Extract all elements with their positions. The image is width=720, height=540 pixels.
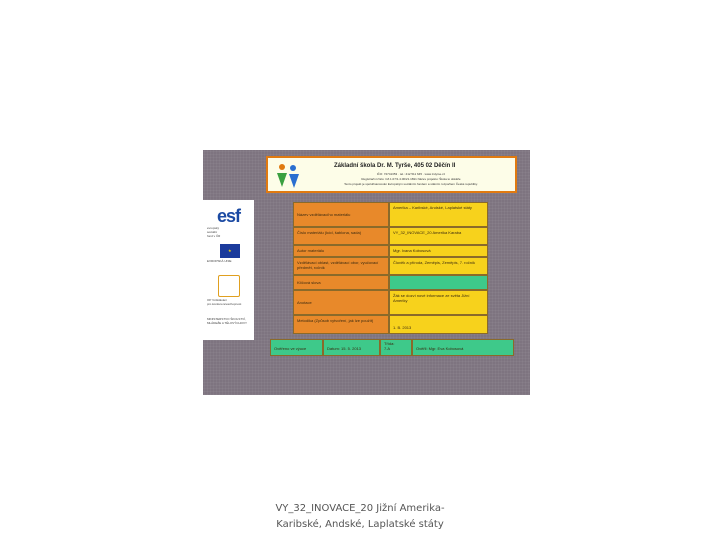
- checker-cell: Ověřil: Mgr. Eva Kobosová: [412, 339, 514, 356]
- ministry-line-1: MINISTERSTVO ŠKOLSTVÍ,: [207, 317, 246, 321]
- r2-value: VY_32_INOVACE_20 Amerika Karaba: [389, 227, 488, 245]
- verified-label: Ověřeno ve výuce: [270, 339, 323, 356]
- esf-line-1: evropský: [207, 226, 220, 230]
- eu-label: EVROPSKÁ UNIE: [207, 259, 232, 263]
- class-label: Třída:: [384, 341, 395, 346]
- r5-value: [389, 275, 488, 290]
- r4-label: Vzdělávací oblast, vzdělávací obor, vyučovací předmět, ročník: [293, 257, 389, 275]
- r7-value: 1. B. 2013: [389, 315, 488, 334]
- school-logo-icon: [273, 161, 303, 191]
- funding-line: Tento projekt je spolufinancován Evropským sociálním fondem a státním rozpočtem České republiky.: [344, 182, 478, 186]
- r5-label: Klíčová slova: [293, 275, 389, 290]
- op-line-1: OP Vzdělávání: [207, 298, 227, 302]
- esf-line-2: sociální: [207, 230, 218, 234]
- op-logo-icon: [218, 275, 240, 297]
- school-contact: IČO: 72741353 · tel.: 412 511 645 · www.zstyrse.cz: [376, 172, 446, 176]
- r3-label: Autor materiálu: [293, 245, 389, 257]
- caption-line-1: VY_32_INOVACE_20 Jižní Amerika-: [275, 503, 445, 514]
- r2-label: Číslo materiálu (kód, šablona, sada): [293, 227, 389, 245]
- r1-value: Amerika – Karibské, Andské, Laplatské státy: [389, 202, 488, 227]
- class-cell: [380, 339, 412, 356]
- r7-label: Metodika (Způsob vytvoření, jak lze použít): [293, 315, 389, 334]
- caption-line-2: Karibské, Andské, Laplatské státy: [276, 519, 444, 530]
- eu-flag-icon: ★: [220, 244, 240, 258]
- registration-line: Registrační číslo: CZ.1.07/1.4.00/21.1691 Název projektu: Škola to dokáže: [361, 177, 461, 181]
- r6-label: Anotace: [293, 290, 389, 315]
- verified-date: Datum: 15. 5. 2013: [323, 339, 380, 356]
- esf-line-3: fond v ČR: [207, 234, 221, 238]
- class-value: 7.A: [384, 346, 391, 351]
- school-header: [266, 156, 517, 193]
- ministry-line-2: MLÁDEŽE A TĚLOVÝCHOVY: [207, 321, 247, 325]
- esf-logo: esf: [217, 206, 241, 226]
- r4-value: Člověk a příroda, Zeměpis, Zeměpis, 7. ročník: [389, 257, 488, 275]
- school-title: Základní škola Dr. M. Tyrše, 405 02 Děčín II: [334, 163, 456, 169]
- op-line-2: pro konkurenceschopnost: [207, 302, 242, 306]
- r3-value: Mgr. Ivana Kobosová: [389, 245, 488, 257]
- r1-label: Název vzdělávacího materiálu: [293, 202, 389, 227]
- r6-value: Žák se dozví nové informace ze světa Jižní Ameriky: [389, 290, 488, 315]
- slide-caption: [240, 501, 480, 533]
- sponsor-logos-panel: [203, 200, 254, 340]
